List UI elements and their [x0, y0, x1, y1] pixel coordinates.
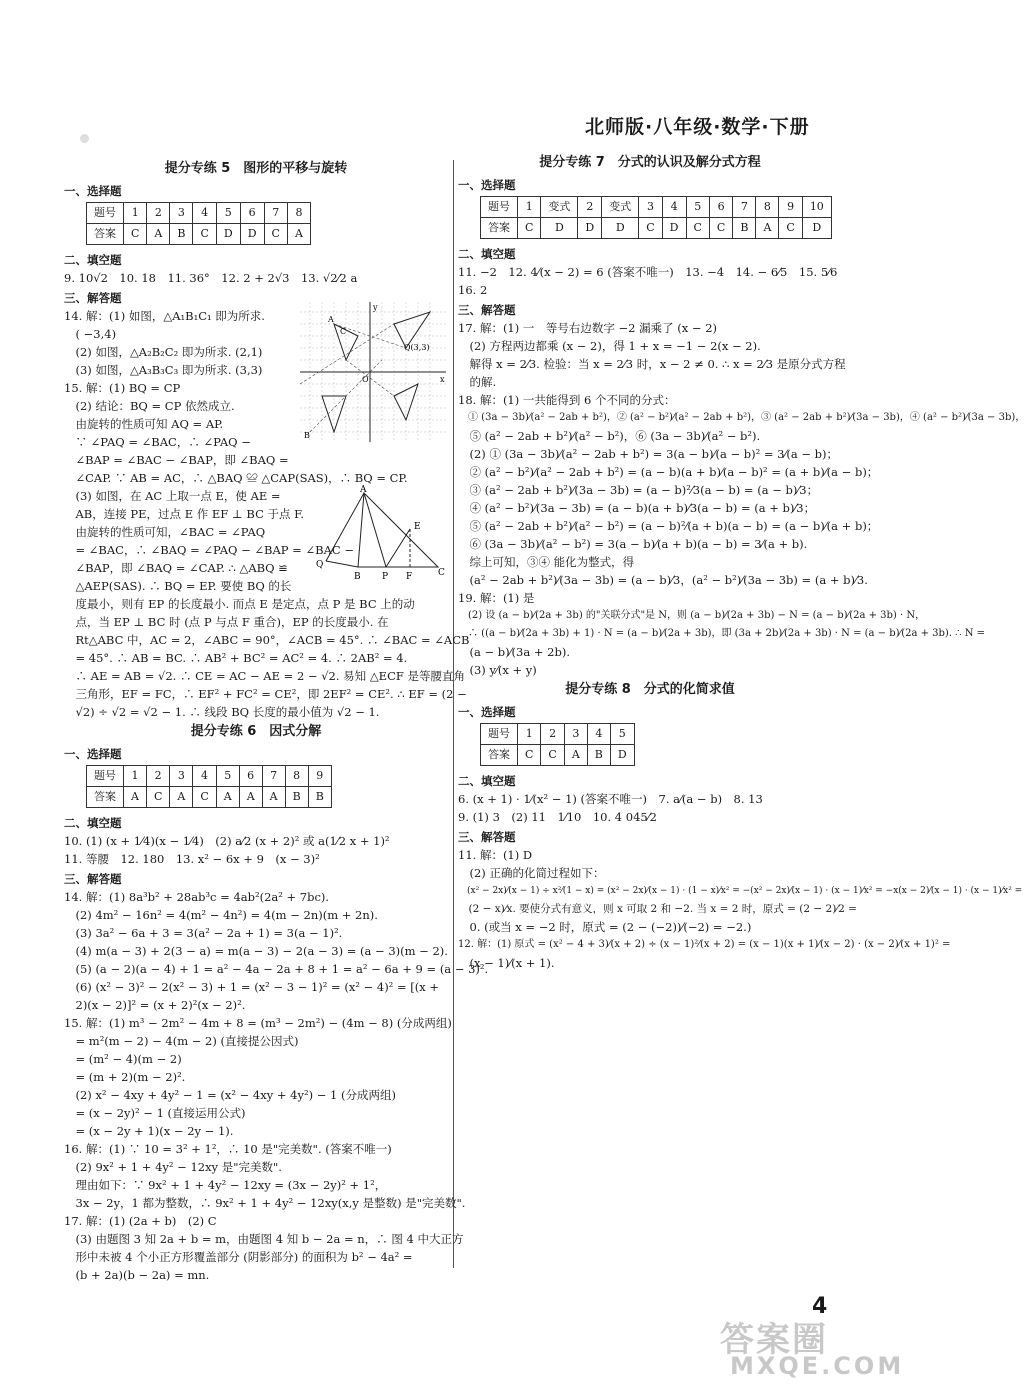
fill-answers-7b: 16. 2 [458, 283, 488, 297]
solution-line: 15. 解：(1) m³ − 2m² − 4m + 8 = (m³ − 2m²) − (4m − 8) (分成两组) [64, 1016, 452, 1030]
solution-line: 12. 解：(1) 原式 = (x² − 4 + 3)⁄(x + 2) ÷ (x − 1)²⁄(x + 2) = (x − 1)(x + 1)⁄(x − 2) · (x − 2)⁄(x + 1)² = [458, 939, 951, 950]
solution-line: (b + 2a)(b − 2a) = mn. [64, 1268, 210, 1282]
table-cell: 2 [147, 203, 170, 224]
table-cell: A [756, 218, 779, 239]
table-cell: 4 [193, 203, 216, 224]
solution-line: Rt△ABC 中，AC = 2，∠ABC = 90°，∠ACB = 45°. ∴ ∠BAC = ∠ACB [64, 633, 470, 647]
table-cell: D [662, 218, 686, 239]
solution-line: ⑤ (a² − 2ab + b²)⁄(a² − b²)，⑥ (3a − 3b)⁄(a² − b²). [458, 429, 761, 443]
table-row-answers [481, 745, 635, 766]
table-cell: 题号 [87, 766, 124, 787]
table-cell: 5 [216, 203, 240, 224]
table-cell: 答案 [481, 218, 518, 239]
right-column [458, 152, 1025, 972]
solution-line: (a² − 2ab + b²)⁄(3a − 3b) = (a − b)⁄3，(a² − b²)⁄(3a − 3b) = (a + b)⁄3. [458, 573, 868, 587]
fill-answers-5: 9. 10√2 10. 18 11. 36° 12. 2 + 2√3 13. √2⁄2 a [64, 271, 358, 285]
fill-answers-6a: 10. (1) (x + 1⁄4)(x − 1⁄4) (2) a⁄2 (x + 2)² 或 a(1⁄2 x + 1)² [64, 834, 390, 848]
solution-line: 17. 解：(1) (2a + b) (2) C [64, 1214, 217, 1228]
solution-line: 点，当 EP ⊥ BC 时 (点 P 与点 F 重合)，EP 的长度最小. 在 [64, 615, 389, 629]
header-title: 北师版·八年级·数学·下册 [585, 116, 810, 138]
solution-line: ∴ AE = AB = √2. ∴ CE = AC − AE = 2 − √2. 易知 △ECF 是等腰直角 [64, 669, 465, 683]
table-cell: C [146, 787, 169, 808]
table-cell: C [518, 745, 541, 766]
table-cell: 答案 [87, 224, 124, 245]
table-cell: A [564, 745, 587, 766]
section-title-7: 提分专练 7 分式的认识及解分式方程 [539, 155, 761, 170]
table-cell: 答案 [481, 745, 518, 766]
solution-line: = 45°. ∴ AB = BC. ∴ AB² + BC² = AC² = 4. ∴ 2AB² = 4. [64, 651, 408, 665]
solution-line: = (m² − 4)(m − 2) [64, 1052, 182, 1066]
solution-line: (2) 正确的化简过程如下： [458, 866, 605, 880]
table-cell: C [639, 218, 662, 239]
fill-answers-8a: 6. (x + 1) · 1⁄(x² − 1) (答案不唯一) 7. a⁄(a − b) 8. 13 [458, 792, 763, 806]
table-cell: 1 [124, 766, 147, 787]
table-cell: 10 [802, 197, 831, 218]
table-cell: 题号 [481, 197, 518, 218]
point-label-b: B [304, 431, 310, 440]
solution-line: (a − b)⁄(3a + 2b). [458, 645, 570, 659]
solution-line: ⑥ (3a − 3b)⁄(a² − b²) = 3(a − b)⁄(a + b)(a − b) = 3⁄(a + b). [458, 537, 808, 551]
table-cell: B [587, 745, 610, 766]
table-cell: 变式 [602, 197, 639, 218]
watermark-url: MXQE.COM [730, 1352, 905, 1380]
table-cell: 4 [193, 766, 216, 787]
solution-line: 3x − 2y，1 都为整数，∴ 9x² + 1 + 4y² − 12xy(x,y 是整数) 是"完美数". [64, 1196, 466, 1210]
table-cell: 题号 [87, 203, 124, 224]
solution-line: (3) y⁄(x + y) [458, 663, 537, 677]
table-cell: 1 [124, 203, 147, 224]
table-cell: 2 [578, 197, 602, 218]
decorative-dot [80, 134, 89, 143]
table-cell: B [285, 787, 308, 808]
heading-fill-6: 二、填空题 [64, 816, 122, 830]
solution-line: 由旋转的性质可知 AQ = AP. [64, 417, 224, 431]
table-cell: 6 [239, 766, 262, 787]
table-cell: A [147, 224, 170, 245]
solution-line: = (m + 2)(m − 2)². [64, 1070, 186, 1084]
table-cell: 8 [756, 197, 779, 218]
table-cell: A [239, 787, 262, 808]
solution-line: (3) 由题图 3 知 2a + b = m，由题图 4 知 b − 2a = n，∴ 图 4 中大正方 [64, 1232, 464, 1246]
heading-solve-7: 三、解答题 [458, 303, 516, 317]
point-label-c: C [438, 568, 445, 578]
table-cell: C [124, 224, 147, 245]
page-number: 4 [812, 1294, 828, 1319]
heading-choice-5: 一、选择题 [64, 184, 122, 198]
table-cell: 9 [308, 766, 331, 787]
solution-line: AB，连接 PE，过点 E 作 EF ⊥ BC 于点 F. [64, 507, 305, 521]
point-label-q: Q(3,3) [404, 343, 430, 352]
table-cell: 6 [709, 197, 732, 218]
table-cell: C [264, 224, 287, 245]
heading-choice-8: 一、选择题 [458, 705, 516, 719]
solution-line: (2) 设 (a − b)⁄(2a + 3b) 的"关联分式"是 N，则 (a − b)⁄(2a + 3b) − N = (a − b)⁄(2a + 3b) · N， [458, 610, 926, 621]
table-cell: 2 [146, 766, 169, 787]
table-cell: D [240, 224, 264, 245]
solution-line: (2) 方程两边都乘 (x − 2)，得 1 + x = −1 − 2(x − 2). [458, 339, 761, 353]
table-cell: B [170, 224, 193, 245]
solution-line: (2) ① (3a − 3b)⁄(a² − 2ab + b²) = 3(a − b)⁄(a − b)² = 3⁄(a − b)； [458, 447, 839, 461]
solution-line: ③ (a² − 2ab + b²)⁄(3a − 3b) = (a − b)²⁄3(a − b) = (a − b)⁄3； [458, 483, 819, 497]
axis-label-y: y [373, 303, 378, 312]
table-row-answers [481, 218, 832, 239]
solution-line: (5) (a − 2)(a − 4) + 1 = a² − 4a − 2a + 8 + 1 = a² − 6a + 9 = (a − 3)². [64, 962, 489, 976]
table-cell: 7 [264, 203, 287, 224]
table-cell: 4 [662, 197, 686, 218]
table-cell: B [308, 787, 331, 808]
section-title-6: 提分专练 6 因式分解 [190, 724, 322, 739]
solution-line: ( −3,4) [64, 327, 117, 341]
table-cell: C [709, 218, 732, 239]
solution-line: = (x − 2y)² − 1 (直接运用公式) [64, 1106, 246, 1120]
table-cell: 1 [518, 724, 541, 745]
table-cell: D [802, 218, 831, 239]
solution-line: 16. 解：(1) ∵ 10 = 3² + 1²，∴ 10 是"完美数". (答案不唯一) [64, 1142, 392, 1156]
table-cell: 3 [564, 724, 587, 745]
origin-label: O [362, 375, 369, 384]
heading-solve-8: 三、解答题 [458, 830, 516, 844]
solution-line: 综上可知，③④ 能化为整式，得 [458, 555, 635, 569]
table-cell: 5 [216, 766, 239, 787]
solution-line: (x − 1)⁄(x + 1). [458, 956, 555, 970]
table-cell: D [216, 224, 240, 245]
solution-line: ∠CAP. ∵ AB = AC，∴ △BAQ ≌ △CAP(SAS)，∴ BQ = CP. [64, 471, 408, 485]
table-cell: A [124, 787, 147, 808]
solution-line: (3) 如图，在 AC 上取一点 E，使 AE = [64, 489, 281, 503]
point-label-q: Q [316, 560, 324, 570]
solution-line: (3) 如图，△A₃B₃C₃ 即为所求. (3,3) [64, 363, 263, 377]
table-row-answers [87, 787, 332, 808]
table-cell: 6 [240, 203, 264, 224]
heading-choice-7: 一、选择题 [458, 178, 516, 192]
solution-line: (2) 如图，△A₂B₂C₂ 即为所求. (2,1) [64, 345, 263, 359]
solution-line: 形中未被 4 个小正方形覆盖部分 (阴影部分) 的面积为 b² − 4a² = [64, 1250, 413, 1264]
solution-line: 14. 解：(1) 如图，△A₁B₁C₁ 即为所求. [64, 309, 265, 323]
heading-solve-5: 三、解答题 [64, 291, 122, 305]
point-label-e: E [414, 522, 421, 532]
table-row-answers [87, 224, 311, 245]
heading-fill-8: 二、填空题 [458, 774, 516, 788]
solution-line: 解得 x = 2⁄3. 检验：当 x = 2⁄3 时，x − 2 ≠ 0. ∴ x = 2⁄3 是原分式方程 [458, 357, 846, 371]
fill-answers-6b: 11. 等腰 12. 180 13. x² − 6x + 9 (x − 3)² [64, 852, 320, 866]
solution-line: 18. 解：(1) 一共能得到 6 个不同的分式： [458, 393, 676, 407]
table-cell: 3 [170, 766, 193, 787]
table-row-numbers [87, 203, 311, 224]
heading-solve-6: 三、解答题 [64, 872, 122, 886]
table-cell: 5 [610, 724, 634, 745]
table-cell: D [610, 745, 634, 766]
solution-line: 理由如下：∵ 9x² + 1 + 4y² − 12xy = (3x − 2y)² + 1²， [64, 1178, 387, 1192]
table-cell: 7 [733, 197, 756, 218]
solution-line: (3) 3a² − 6a + 3 = 3(a² − 2a + 1) = 3(a − 1)². [64, 926, 343, 940]
solution-line: ② (a² − b²)⁄(a² − 2ab + b²) = (a − b)(a + b)⁄(a − b)² = (a + b)⁄(a − b)； [458, 465, 879, 479]
point-label-f: F [406, 572, 413, 582]
table-cell: A [287, 224, 310, 245]
heading-fill-7: 二、填空题 [458, 247, 516, 261]
solution-line: △AEP(SAS). ∴ BQ = EP. 要使 BQ 的长 [64, 579, 292, 593]
table-cell: C [193, 787, 216, 808]
table-cell: D [602, 218, 639, 239]
solution-line: = (x − 2y + 1)(x − 2y − 1). [64, 1124, 234, 1138]
solution-line: 19. 解：(1) 是 [458, 591, 535, 605]
answer-table-5 [86, 202, 311, 245]
solution-line: (4) m(a − 3) + 2(3 − a) = m(a − 3) − 2(a − 3) = (a − 3)(m − 2). [64, 944, 448, 958]
fill-answers-7a: 11. −2 12. 4⁄(x − 2) = 6 (答案不唯一) 13. −4 14. − 6⁄5 15. 5⁄6 [458, 265, 838, 279]
answer-table-7 [480, 196, 832, 239]
point-label-c: C [340, 327, 347, 336]
solution-line: 由旋转的性质可知，∠BAC = ∠PAQ [64, 525, 266, 539]
table-cell: 4 [587, 724, 610, 745]
solution-line: = m²(m − 2) − 4(m − 2) (直接提公因式) [64, 1034, 299, 1048]
solution-line: (x² − 2x)⁄(x − 1) ÷ x²⁄(1 − x) = (x² − 2x)⁄(x − 1) · (1 − x)⁄x² = −(x² − 2x)⁄(x − 1) · (x − 1)⁄x² = −x(x − 2)⁄(x − 1) · (x − 1)⁄x² = [458, 886, 1023, 896]
solution-line: ∴ ((a − b)⁄(2a + 3b) + 1) · N = (a − b)⁄(2a + 3b)，即 (3a + 2b)⁄(2a + 3b) · N = (a − b)⁄(2a + 3b). ∴ N = [458, 628, 986, 639]
solution-line: ④ (a² − b²)⁄(3a − 3b) = (a − b)(a + b)⁄3(a − b) = (a + b)⁄3； [458, 501, 816, 515]
table-cell: 8 [287, 203, 310, 224]
solution-line: ① (3a − 3b)⁄(a² − 2ab + b²)，② (a² − b²)⁄(a² − 2ab + b²)，③ (a² − 2ab + b²)⁄(3a − 3b)，④ (a² − b²)⁄(3a − 3b)， [458, 412, 1025, 423]
table-cell: C [518, 218, 541, 239]
table-cell: C [541, 745, 564, 766]
table-cell: 变式 [541, 197, 578, 218]
table-cell: 1 [518, 197, 541, 218]
table-row-numbers [87, 766, 332, 787]
solution-line: ∠BAP = ∠BAC − ∠BAP，即 ∠BAQ = [64, 453, 289, 467]
rotation-grid-figure [300, 302, 448, 442]
solution-line: = ∠BAC，∴ ∠BAQ = ∠PAQ − ∠BAP = ∠BAC − [64, 543, 354, 557]
table-cell: 2 [541, 724, 564, 745]
solution-line: 15. 解：(1) BQ = CP [64, 381, 181, 395]
table-cell: D [541, 218, 578, 239]
solution-line: 度最小，则有 EP 的长度最小. 而点 E 是定点，点 P 是 BC 上的动 [64, 597, 415, 611]
table-cell: 7 [262, 766, 285, 787]
column-divider [453, 160, 454, 1268]
solution-line: 11. 解：(1) D [458, 848, 533, 862]
point-label-p: P [382, 572, 389, 582]
solution-line: 14. 解：(1) 8a³b² + 28ab³c = 4ab²(2a² + 7bc). [64, 890, 330, 904]
solution-line: √2) ÷ √2 = √2 − 1. ∴ 线段 BQ 长度的最小值为 √2 − 1. [64, 705, 380, 719]
solution-line: 2)(x − 2)]² = (x + 2)²(x − 2)². [64, 998, 246, 1012]
solution-line: (2 − x)⁄x. 要使分式有意义，则 x 可取 2 和 −2. 当 x = 2 时，原式 = (2 − 2)⁄2 = [458, 903, 857, 915]
axis-label-x: x [440, 375, 445, 384]
solution-line: (2) 结论：BQ = CP 依然成立. [64, 399, 235, 413]
table-row-numbers [481, 724, 635, 745]
table-cell: C [686, 218, 709, 239]
answer-table-8 [480, 723, 635, 766]
table-cell: 题号 [481, 724, 518, 745]
solution-line: 的解. [458, 375, 497, 389]
table-cell: 5 [686, 197, 709, 218]
table-cell: A [262, 787, 285, 808]
table-cell: 答案 [87, 787, 124, 808]
table-cell: 3 [170, 203, 193, 224]
point-label-a: A [328, 315, 334, 324]
solution-line: (6) (x² − 3)² − 2(x² − 3) + 1 = (x² − 3 − 1)² = (x² − 4)² = [(x + [64, 980, 439, 994]
solution-line: 17. 解：(1) 一 等号右边数字 −2 漏乘了 (x − 2) [458, 321, 718, 335]
point-label-a: A [360, 485, 367, 495]
solution-line: (2) x² − 4xy + 4y² − 1 = (x² − 4xy + 4y²) − 1 (分成两组) [64, 1088, 396, 1102]
table-cell: B [733, 218, 756, 239]
solution-line: 0. (或当 x = −2 时，原式 = (2 − (−2))⁄(−2) = −2.) [458, 920, 752, 934]
table-cell: A [216, 787, 239, 808]
table-cell: D [578, 218, 602, 239]
section-title-8: 提分专练 8 分式的化简求值 [565, 682, 735, 697]
table-row-numbers [481, 197, 832, 218]
heading-fill-5: 二、填空题 [64, 253, 122, 267]
solution-line: ∠BAP，即 ∠BAQ = ∠CAP. ∴ △ABQ ≌ [64, 561, 288, 575]
solution-line: ∵ ∠PAQ = ∠BAC，∴ ∠PAQ − [64, 435, 251, 449]
watermark-logo: 答案圈 [720, 1320, 828, 1360]
table-cell: C [779, 218, 802, 239]
triangle-figure [316, 485, 448, 585]
fill-answers-8b: 9. (1) 3 (2) 11 1⁄10 10. 4 045⁄2 [458, 810, 657, 824]
solution-line: ⑤ (a² − 2ab + b²)⁄(a² − b²) = (a − b)²⁄(a + b)(a − b) = (a − b)⁄(a + b)； [458, 519, 879, 533]
section-title-5: 提分专练 5 图形的平移与旋转 [164, 161, 348, 176]
point-label-b: B [354, 572, 361, 582]
heading-choice-6: 一、选择题 [64, 747, 122, 761]
solution-line: 三角形，EF = FC，∴ EF² + FC² = CE²，即 2EF² = CE². ∴ EF = (2 − [64, 687, 467, 701]
table-cell: 9 [779, 197, 802, 218]
solution-line: (2) 9x² + 1 + 4y² − 12xy 是"完美数". [64, 1160, 282, 1174]
table-cell: 3 [639, 197, 662, 218]
table-cell: 8 [285, 766, 308, 787]
table-cell: C [193, 224, 216, 245]
solution-line: (2) 4m² − 16n² = 4(m² − 4n²) = 4(m − 2n)(m + 2n). [64, 908, 378, 922]
table-cell: A [170, 787, 193, 808]
answer-table-6 [86, 765, 332, 808]
